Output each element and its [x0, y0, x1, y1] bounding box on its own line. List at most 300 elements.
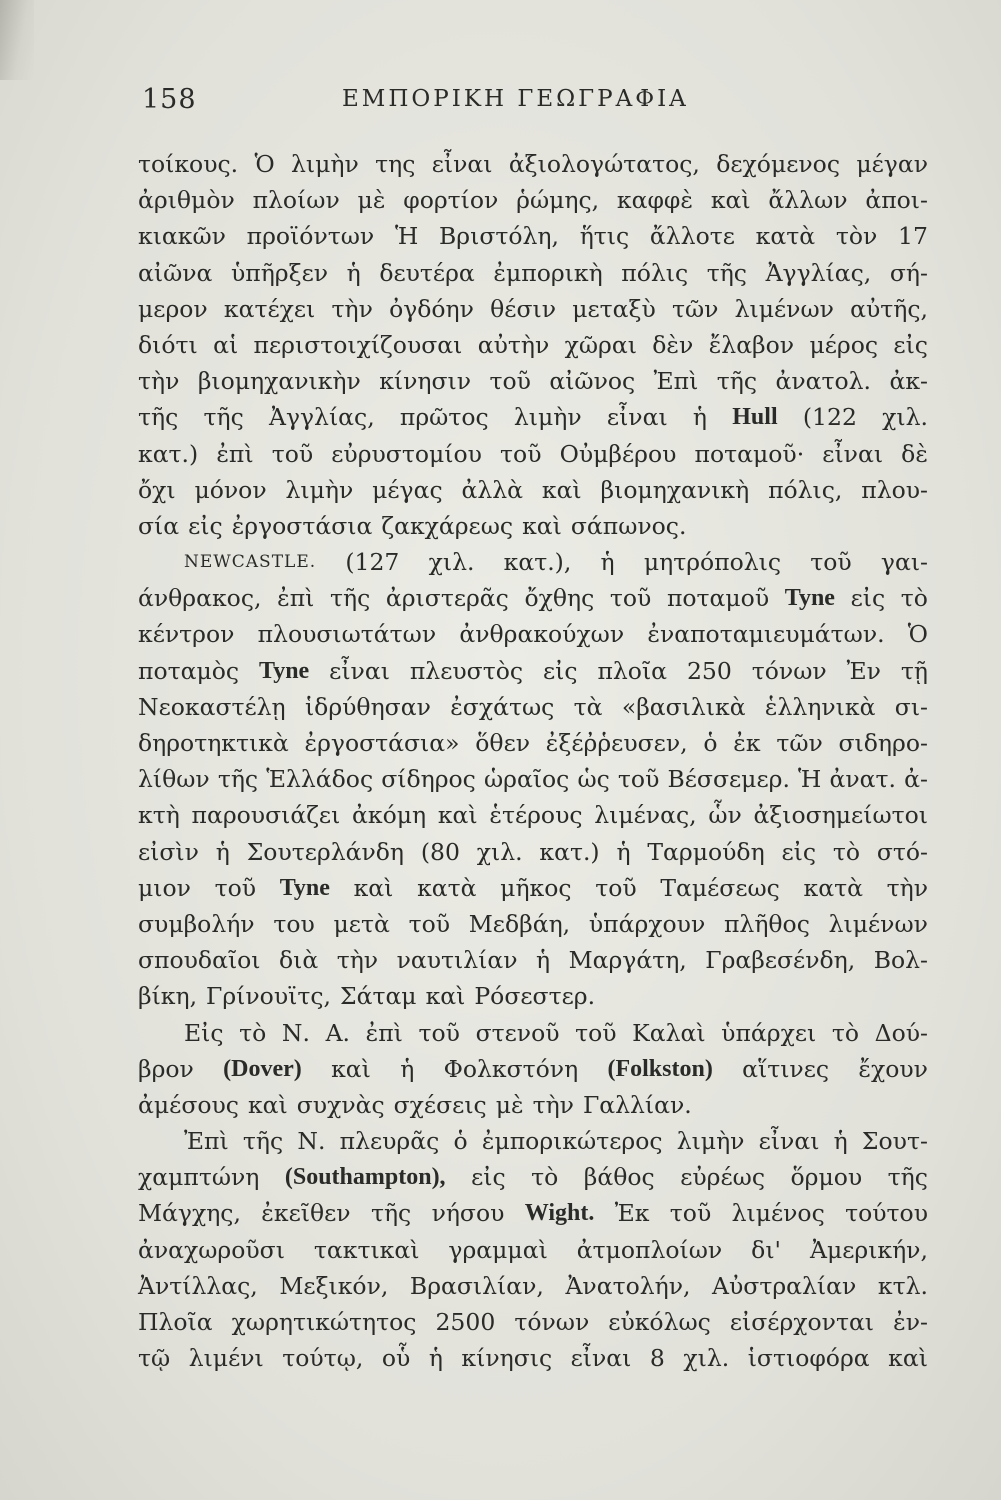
word: εἶναι	[431, 150, 493, 178]
word: 2500	[435, 1308, 496, 1336]
body-text	[138, 146, 928, 1376]
word: Tyne	[279, 874, 330, 901]
word: καὶ	[522, 511, 562, 540]
word: περιστοιχίζουσαι	[253, 330, 463, 359]
word: Σουτερλάνδη	[246, 837, 405, 866]
word: τῇ	[900, 656, 928, 685]
word: λιμένας,	[594, 801, 697, 830]
text-line	[138, 689, 928, 725]
text-line	[138, 725, 928, 761]
word: ἀριθμὸν	[138, 186, 235, 215]
word: κτλ.	[877, 1271, 928, 1300]
page-header	[142, 84, 928, 124]
word: ἀξιολογώτατος,	[508, 150, 700, 178]
word: εὐκόλως	[608, 1308, 711, 1336]
word: γραμμαὶ	[448, 1235, 548, 1264]
word: τῆς	[887, 1163, 928, 1192]
word: Σάταμ	[339, 982, 417, 1011]
word: ἀποι-	[865, 186, 928, 215]
word: Γρίνουϊτς,	[206, 982, 331, 1011]
text-line	[138, 146, 928, 182]
text-line	[138, 327, 928, 363]
word: εἶναι	[822, 439, 884, 468]
text-line	[138, 291, 928, 327]
word: μερον	[138, 294, 208, 323]
word: κατ.)	[539, 837, 600, 866]
text-line	[138, 580, 928, 616]
word: καὶ	[541, 475, 582, 504]
word: ἀριστερᾶς	[385, 584, 509, 613]
word: μέγας	[372, 475, 443, 504]
text-line	[138, 436, 928, 472]
word: μὲ	[357, 186, 386, 215]
word: Ἀντίλλας,	[138, 1271, 258, 1300]
running-title: ΕΜΠΟΡΙΚΗ ΓΕΩΓΡΑΦΙΑ	[342, 86, 689, 112]
word: Ν.	[297, 1127, 326, 1156]
word: καὶ	[331, 1054, 371, 1083]
word: ἀ-	[904, 765, 928, 794]
word: τὴν	[138, 367, 180, 396]
word: παρουσιάζει	[191, 801, 341, 830]
word: ἡ	[215, 837, 230, 866]
word: μέρος	[809, 330, 879, 359]
text-line	[138, 1087, 928, 1123]
word: ἀνατολ.	[775, 367, 872, 396]
word: ἐργοστάσια»	[304, 729, 460, 757]
word: τοῦ	[669, 1199, 712, 1228]
word: ἡ	[616, 837, 631, 866]
word: Ἀγγλίας,	[765, 258, 872, 287]
word: κίνησιν	[379, 367, 472, 396]
text-line	[138, 942, 928, 978]
word: εἰσὶν	[138, 837, 199, 866]
word: τὴν	[532, 1090, 574, 1119]
word: δηροτηκτικὰ	[138, 729, 289, 757]
word: μητρόπολις	[643, 548, 782, 577]
page-number: 158	[142, 84, 197, 115]
word: κατὰ	[417, 873, 477, 902]
word: τοῦ	[595, 873, 637, 902]
word: χαμπτώνη	[138, 1163, 260, 1192]
word: σι-	[894, 692, 928, 721]
word: εἶναι	[606, 403, 668, 432]
word: Σουτ-	[861, 1127, 928, 1156]
word: ὁ	[703, 729, 718, 757]
word: λίθων	[138, 765, 210, 794]
word: ἐπὶ	[216, 439, 254, 468]
text-line	[138, 1268, 928, 1304]
word: πλοίων	[252, 186, 340, 215]
word: κιακῶν	[138, 222, 226, 251]
word: ἐξέῤῥευσεν,	[545, 729, 688, 757]
word: ἡ	[346, 258, 361, 287]
word: βάθος	[583, 1163, 655, 1192]
word: σπουδαῖοι	[138, 946, 261, 975]
word: σία	[138, 511, 180, 540]
word: μεταξὺ	[572, 294, 656, 323]
word: Α.	[325, 1018, 351, 1047]
word: Ταμέσεως	[660, 873, 780, 902]
word: χωρητικώτητος	[231, 1308, 417, 1336]
text-line	[138, 797, 928, 833]
word: χιλ.	[428, 548, 475, 577]
word: σάπωνος.	[570, 511, 687, 540]
word: ἀκ-	[889, 367, 928, 396]
word: τούτῳ,	[282, 1344, 364, 1373]
word: αἵτινες	[742, 1054, 830, 1083]
word: τῆς	[330, 584, 371, 613]
word: τόνων	[751, 656, 827, 685]
word: ποταμοῦ·	[694, 439, 805, 468]
word: μῆκος	[500, 873, 572, 902]
word: λιμὴν	[513, 403, 582, 432]
word: μόνον	[194, 475, 267, 504]
word: ἡ	[600, 548, 615, 577]
text-line	[138, 834, 928, 870]
word: μέγαν	[856, 150, 928, 178]
word: τοῦ	[214, 873, 257, 902]
word: ὅθεν	[475, 729, 531, 757]
word: κατ.)	[138, 439, 199, 468]
word: Ρόσεστερ.	[474, 982, 596, 1011]
word: δὲ	[901, 439, 928, 468]
word: τὴν	[336, 946, 379, 975]
word: εἰς	[188, 511, 223, 540]
word: εἰς	[893, 330, 928, 359]
word: της	[375, 150, 416, 178]
word: «βασιλικὰ	[621, 692, 746, 721]
word: μιον	[138, 873, 191, 902]
word: καὶ	[425, 982, 466, 1011]
word: Wight.	[524, 1200, 595, 1227]
word: πλου-	[861, 475, 928, 504]
word: Ἐπὶ	[653, 367, 699, 396]
text-line	[138, 1051, 928, 1087]
word: πρῶτος	[399, 403, 489, 432]
word: τὴν	[331, 294, 373, 323]
text-line	[138, 544, 928, 580]
word: τῆς	[370, 1199, 412, 1228]
text-line	[138, 870, 928, 906]
word: δι'	[751, 1235, 781, 1264]
word: ποταμὸς	[138, 656, 240, 685]
word: ἄλλων	[768, 186, 848, 215]
word: 8	[649, 1344, 665, 1373]
word: Ἡ	[798, 765, 822, 794]
word: καὶ	[247, 1090, 288, 1119]
word: τοῦ	[489, 367, 531, 396]
word: διότι	[138, 330, 198, 359]
word: εὐρυστομίου	[331, 439, 482, 468]
word: Καλαὶ	[632, 1018, 706, 1047]
word: συχνὰς	[296, 1090, 385, 1119]
word: ἡ	[400, 1054, 415, 1083]
word: εἰς	[850, 584, 886, 613]
word: πόλις,	[768, 475, 843, 504]
text-line	[138, 906, 928, 942]
word: (Dover)	[223, 1055, 302, 1082]
word: Ν.	[281, 1018, 310, 1047]
word: ὧν	[708, 801, 742, 830]
word: εἰσέρχονται	[729, 1308, 875, 1336]
word: Tyne	[258, 657, 310, 684]
word: αἰῶνα	[138, 258, 213, 287]
word: στενοῦ	[475, 1018, 560, 1047]
word: ἐμπορικὴ	[493, 258, 603, 287]
word: Tyne	[784, 585, 835, 612]
word: τοῦ	[271, 439, 314, 468]
word: προϊόντων	[246, 222, 375, 251]
word: Αὐστραλίαν	[712, 1271, 857, 1300]
word: φορτίον	[403, 186, 499, 215]
word: Ταρμούδη	[647, 837, 765, 866]
word: τοῦ	[609, 584, 652, 613]
text-line	[138, 255, 928, 291]
word: ὁ	[453, 1127, 468, 1156]
word: κέντρον	[138, 620, 235, 649]
word: τὸ	[832, 837, 861, 866]
word: δεχόμενος	[716, 150, 840, 178]
word: κατὰ	[755, 222, 816, 251]
word: τῶν	[671, 294, 719, 323]
word: πόλις	[621, 258, 689, 287]
text-line	[138, 182, 928, 218]
word: κατὰ	[803, 873, 863, 902]
text-line	[138, 1159, 928, 1195]
word: ἐκ	[733, 729, 761, 757]
word: σχέσεις	[393, 1090, 487, 1119]
word: λιμένος	[731, 1199, 825, 1228]
word: ἱδρύθησαν	[304, 692, 431, 721]
word: ἐπὶ	[365, 1018, 403, 1047]
word: οὗ	[381, 1344, 411, 1373]
word: ἡ	[428, 1344, 443, 1373]
word: πλοῖα	[597, 656, 668, 685]
word: καφφὲ	[616, 186, 693, 215]
word: θέσιν	[490, 294, 556, 323]
word: ἀναχωροῦσι	[138, 1235, 285, 1264]
word: ὑπάρχουν	[588, 909, 706, 938]
word: αὐτῆς,	[850, 294, 928, 323]
word: συμβολήν	[138, 909, 255, 938]
word: Νεοκαστέλῃ	[138, 692, 286, 721]
word: του	[273, 909, 315, 938]
word: αἰῶνος	[549, 367, 636, 396]
worn-page-corner	[0, 0, 34, 80]
word: στό-	[876, 837, 928, 866]
word: ἀξιοσημείωτοι	[753, 801, 928, 830]
word: βίκη,	[138, 982, 198, 1011]
word: τόνων	[514, 1308, 590, 1336]
word: ῥώμης,	[516, 186, 600, 215]
word: ἡ	[692, 403, 708, 432]
word: Βρασιλίαν,	[409, 1271, 544, 1300]
word: Μεξικόν,	[279, 1271, 389, 1300]
word: ναυτιλίαν	[396, 946, 518, 975]
word: Φολκστόνη	[443, 1054, 579, 1083]
word: μὲ	[495, 1090, 524, 1119]
word: τὸν	[835, 222, 878, 251]
word: ἀκόμη	[352, 801, 427, 830]
word: πλουσιωτάτων	[257, 620, 437, 649]
word: λιμὴν	[676, 1127, 745, 1156]
word: τὴν	[886, 873, 928, 902]
word: Ἀγγλίας,	[269, 403, 375, 432]
word: χιλ.	[476, 837, 523, 866]
word: εἶναι	[758, 1127, 820, 1156]
word: ὀγδόην	[389, 294, 474, 323]
text-line	[138, 653, 928, 689]
word: Γαλλίαν.	[582, 1090, 692, 1119]
word: καὶ	[888, 1344, 928, 1373]
word: Μαργάτη,	[568, 946, 687, 975]
word: κατέχει	[223, 294, 316, 323]
word: καὶ	[353, 873, 394, 902]
word: ἑλληνικὰ	[764, 692, 876, 721]
word: ἔχουν	[858, 1054, 928, 1083]
word: πλευστὸς	[409, 656, 524, 685]
word: τοῦ	[418, 1018, 460, 1047]
word: ὅρμου	[790, 1163, 863, 1192]
word: Ἡ	[394, 222, 419, 251]
word: χιλ.	[882, 403, 928, 432]
word: τὸ	[239, 1018, 267, 1047]
word: ἡ	[535, 946, 551, 975]
word: Βέσσεμερ.	[667, 765, 790, 794]
word: βιομηχανικὴν	[197, 367, 361, 396]
word: ἔλαβον	[708, 330, 795, 359]
word: τούτου	[845, 1199, 928, 1228]
word: ὄχι	[138, 475, 176, 504]
text-line	[138, 1232, 928, 1268]
word: τὸ	[531, 1163, 559, 1192]
word: ποταμοῦ	[666, 584, 770, 613]
word: τῆς	[217, 765, 259, 794]
word: σίδηρος	[381, 765, 476, 794]
text-line	[138, 218, 928, 254]
word: γαι-	[880, 548, 928, 577]
word: ἡ	[833, 1127, 848, 1156]
word: δευτέρα	[379, 258, 475, 287]
word: NEWCASTLE.	[184, 552, 317, 573]
word: τῆς	[138, 403, 179, 432]
word: κτὴ	[138, 801, 180, 830]
word: βιομηχανικὴ	[600, 475, 750, 504]
word: Hull	[732, 404, 778, 431]
word: ἐναποταμιευμάτων.	[647, 620, 885, 649]
word: εἰς	[471, 1163, 506, 1192]
word: καὶ	[710, 186, 751, 215]
word: Βριστόλη,	[439, 222, 559, 251]
text-line	[138, 1195, 928, 1231]
word: πλευρᾶς	[339, 1127, 440, 1156]
word: Εἰς	[184, 1018, 224, 1047]
word: ἐμπορικώτερος	[481, 1127, 663, 1156]
word: σιδηρο-	[838, 729, 928, 757]
text-line	[138, 978, 928, 1014]
word: Ἐν	[846, 656, 881, 685]
word: λιμὴν	[291, 150, 359, 178]
text-line	[138, 399, 928, 435]
word: ἐν-	[893, 1308, 928, 1336]
word: λιμένων	[734, 294, 834, 323]
word: χῶραι	[564, 330, 637, 359]
word: Γραβεσένδη,	[705, 946, 856, 975]
word: Μεδβάη,	[468, 909, 571, 938]
word: Ὁ	[254, 150, 275, 178]
word: Ἐπὶ	[184, 1127, 229, 1156]
word: ὄχθης	[524, 584, 595, 613]
word: εἶναι	[570, 1344, 632, 1373]
text-line	[138, 363, 928, 399]
word: ἑτέρους	[489, 801, 583, 830]
word: (Southampton),	[284, 1164, 446, 1191]
word: τοῦ	[408, 909, 450, 938]
word: ὑπῆρξεν	[231, 258, 329, 287]
word: τοῦ	[500, 439, 542, 468]
word: εἰς	[542, 656, 578, 685]
word: Ἑλλάδος	[266, 765, 374, 794]
word: τοῦ	[810, 548, 852, 577]
word: Οὐμβέρου	[559, 439, 677, 468]
word: τῷ	[138, 1344, 171, 1373]
word: ὡς	[577, 765, 610, 794]
word: τὸ	[831, 1018, 859, 1047]
text-line	[138, 1304, 928, 1340]
word: τὰ	[573, 692, 603, 721]
word: ἀτμοπλοίων	[576, 1235, 723, 1264]
word: τῆς	[706, 258, 747, 287]
word: ἐκεῖθεν	[261, 1199, 351, 1228]
word: Ἐκ	[614, 1199, 650, 1228]
word: 250	[686, 656, 732, 685]
word: σή-	[889, 258, 928, 287]
word: αὐτὴν	[477, 330, 550, 359]
text-line	[138, 472, 928, 508]
word: νήσου	[431, 1199, 505, 1228]
word: τακτικαὶ	[313, 1235, 420, 1264]
word: Ὁ	[907, 620, 928, 649]
word: χιλ.	[683, 1344, 730, 1373]
text-line	[138, 616, 928, 652]
word: δὲν	[652, 330, 694, 359]
word: εἶναι	[329, 656, 390, 685]
word: διὰ	[279, 946, 319, 975]
word: ζακχάρεως	[381, 511, 514, 540]
word: 17	[898, 222, 928, 251]
word: ἄλλοτε	[649, 222, 735, 251]
text-line	[138, 761, 928, 797]
word: κατ.),	[503, 548, 572, 577]
word: κίνησις	[461, 1344, 553, 1373]
text-line	[138, 1340, 928, 1376]
word: (122	[802, 403, 857, 432]
word: λιμὴν	[285, 475, 354, 504]
word: λιμένων	[828, 909, 928, 938]
word: (80	[420, 837, 460, 866]
word: ἀμέσους	[138, 1090, 239, 1119]
word: εἰς	[781, 837, 817, 866]
word: τῆς	[716, 367, 758, 396]
word: Βολ-	[873, 946, 928, 975]
text-line	[138, 508, 928, 544]
word: ἱστιοφόρα	[747, 1344, 870, 1373]
word: τῆς	[203, 403, 244, 432]
word: εὐρέως	[680, 1163, 765, 1192]
word: ὡραῖος	[483, 765, 570, 794]
word: τοίκους.	[138, 150, 239, 178]
word: τῶν	[776, 729, 823, 757]
